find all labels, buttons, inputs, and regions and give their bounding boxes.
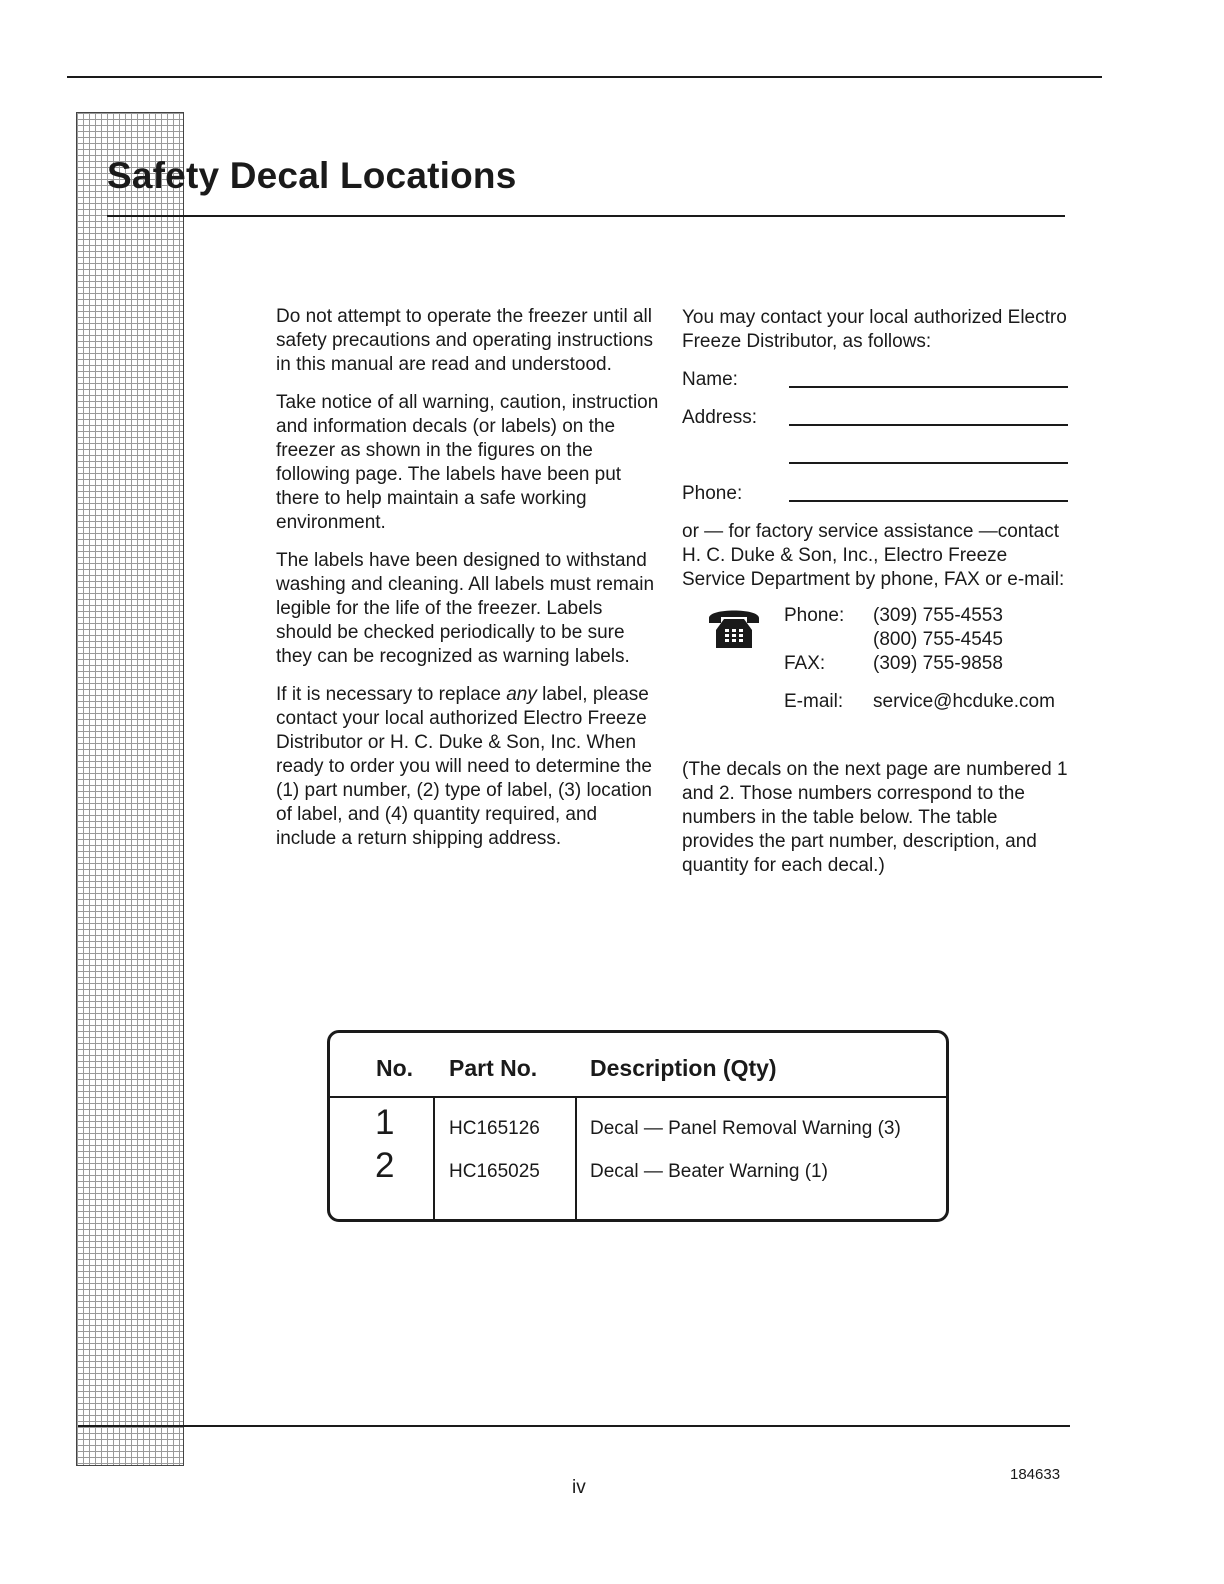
top-rule: [67, 76, 1102, 78]
phone-field-row: [682, 482, 1072, 506]
telephone-icon: [706, 604, 762, 652]
factory-phone-2: (800) 755-4545: [873, 629, 1003, 650]
decal-parts-table: [327, 1030, 949, 1222]
document-number: 184633: [1010, 1466, 1061, 1483]
factory-phone-label: Phone:: [784, 605, 845, 626]
factory-email-label: E-mail:: [784, 691, 844, 712]
factory-service-text: or — for factory service assistance —contact H. C. Duke & Son, Inc., Electro Freeze Service Department by phone, FAX or e-mail:: [682, 521, 1065, 590]
phone-blank-line: [789, 500, 1068, 502]
table-column-divider-2: [575, 1098, 577, 1219]
bottom-rule: [78, 1425, 1070, 1427]
address-field-row: [682, 406, 1072, 430]
row-1-description: Decal — Panel Removal Warning (3): [590, 1118, 901, 1139]
table-column-divider-1: [433, 1098, 435, 1219]
paragraph-operate-warning: Do not attempt to operate the freezer until all safety precautions and operating instructions in this manual are read and understood.: [276, 306, 654, 375]
contact-intro: You may contact your local authorized Electro Freeze Distributor, as follows:: [682, 307, 1067, 352]
factory-fax: (309) 755-9858: [873, 653, 1003, 674]
row-2-description: Decal — Beater Warning (1): [590, 1161, 828, 1182]
row-2-part-number: HC165025: [449, 1161, 540, 1182]
address-blank-line-2: [789, 462, 1068, 464]
address-field-row-2: [682, 444, 1072, 468]
paragraph-decal-notice: Take notice of all warning, caution, instruction and information decals (or labels) on the freezer as shown in the figures on the following page. The labels have been put there to help maintain a safe working environment.: [276, 392, 659, 533]
grid-pattern-strip: [76, 112, 184, 1466]
row-1-part-number: HC165126: [449, 1118, 540, 1139]
paragraph-label-durability: The labels have been designed to withstand washing and cleaning. All labels must remain legible for the life of the freezer. Labels should be checked periodically to be sure they can be recognized as warning labels.: [276, 550, 655, 667]
phone-label: Phone:: [682, 483, 743, 504]
decal-numbering-note: (The decals on the next page are numbered 1 and 2. Those numbers correspond to the numbers in the table below. The table provides the part number, description, and quantity for each decal.): [682, 759, 1068, 876]
name-field-row: [682, 368, 1072, 392]
header-part-no: Part No.: [449, 1055, 538, 1081]
title-underline: [107, 215, 1065, 217]
page-number: iv: [572, 1477, 586, 1498]
address-blank-line: [789, 424, 1068, 426]
row-1-number: 1: [375, 1103, 395, 1142]
page-title: Safety Decal Locations: [107, 155, 517, 196]
address-label: Address:: [682, 407, 757, 428]
table-header-rule: [330, 1096, 946, 1098]
paragraph-replace-label: If it is necessary to replace any label, please contact your local authorized Electro Freeze Distributor or H. C. Duke & Son, Inc. When ready to order you will need to determine the (1) part number, (2) type of label, (3) location of label, and (4) quantity required, and include a return shipping address.: [276, 684, 652, 849]
right-column: [682, 306, 1072, 878]
left-column: [276, 305, 662, 865]
header-description: Description (Qty): [590, 1055, 777, 1081]
header-no: No.: [376, 1055, 414, 1081]
factory-phone-1: (309) 755-4553: [873, 605, 1003, 626]
name-blank-line: [789, 386, 1068, 388]
factory-contact-block: [682, 604, 1072, 724]
factory-email: service@hcduke.com: [873, 691, 1055, 712]
factory-fax-label: FAX:: [784, 653, 826, 674]
row-2-number: 2: [375, 1146, 395, 1185]
name-label: Name:: [682, 369, 738, 390]
